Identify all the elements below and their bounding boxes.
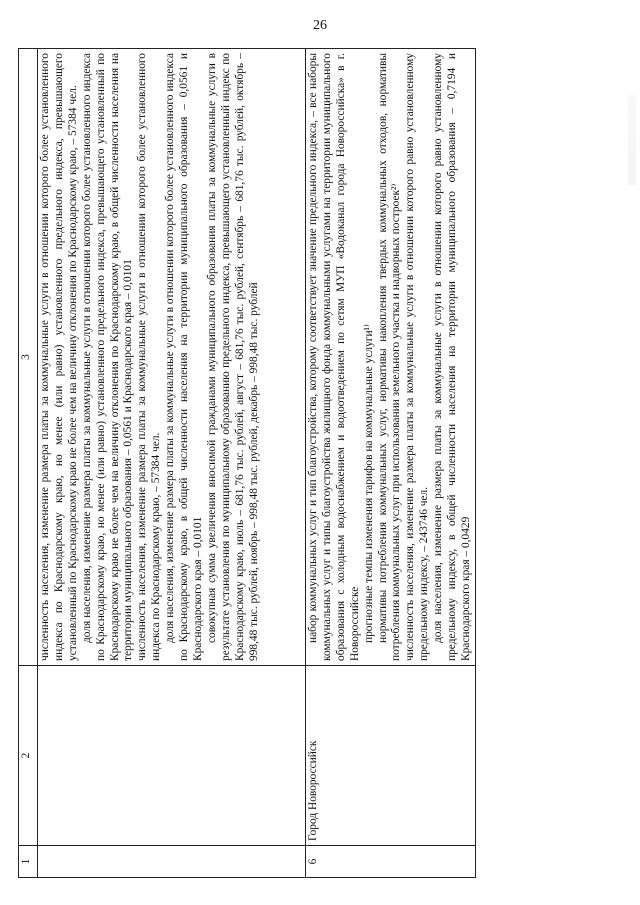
paragraph: численность населения, изменение размера платы за коммунальные услуги в отношении которого более установленного индекса по Краснодарскому краю, – 57384 чел. xyxy=(136,53,163,661)
municipality-cell: Город Новороссийск xyxy=(306,666,476,846)
table-header-row xyxy=(19,49,38,878)
paragraph: нормативы потребления коммунальных услуг, нормативы накопления твердых коммунальных отходов, нормативы потребления коммунальных услуг при использовании земельного участка и надворных построек²⁾ xyxy=(376,53,403,661)
row-number-cell: 6 xyxy=(306,846,476,878)
municipality-cell xyxy=(38,666,306,846)
paragraph: доля населения, изменение размера платы за коммунальные услуги в отношении которого более установленного индекса по Краснодарскому краю, в общей численности населения на территории муниципального образования – 0,0561 и Краснодарского края – 0,0101 xyxy=(164,53,204,661)
paragraph: численность населения, изменение размера платы за коммунальные услуги в отношении которого равно установленному предельному индексу, – 243746 чел. xyxy=(404,53,431,661)
table-row xyxy=(306,49,476,878)
column-header-3: 3 xyxy=(19,49,38,666)
table-row xyxy=(38,49,306,878)
page-number: 26 xyxy=(313,18,327,33)
paragraph: набор коммунальных услуг и тип благоустройства, которому соответствует значение предельного индекса, – все наборы коммунальных услуг и типы благоустройства жилищного фонда коммунальными услугами на территории муниципального образования с холодным водоснабжением и водоотведением по сетям МУП «Водоканал города Новороссийска» в г. Новороссийске xyxy=(307,53,361,661)
scan-margin-mark xyxy=(628,95,636,185)
row-number-cell xyxy=(38,846,306,878)
rotated-table-container xyxy=(18,48,606,878)
paragraph: численность населения, изменение размера платы за коммунальные услуги в отношении которого более установленного индекса по Краснодарскому краю, но менее (или равно) установленного предельного индекса, превышающего установленный по Краснодарскому краю не более чем на величину отклонения по Краснодарскому краю, – 57384 чел. xyxy=(39,53,79,661)
paragraph: доля населения, изменение размера платы за коммунальные услуги в отношении которого более установленного индекса по Краснодарскому краю, но менее (или равно) установленного предельного индекса, превышающего установленный по Краснодарскому краю не более чем на величину отклонения по Краснодарскому краю, в общей численности населения на территории муниципального образования – 0,0561 и Краснодарского края – 0,0101 xyxy=(80,53,135,661)
paragraph: доля населения, изменение размера платы за коммунальные услуги в отношении которого равно установленному предельному индексу, в общей численности населения на территории муниципального образования – 0,7194 и Краснодарского края – 0,0429 xyxy=(432,53,472,661)
description-cell xyxy=(38,49,306,666)
column-header-1: 1 xyxy=(19,846,38,878)
paragraph: прогнозные темпы изменения тарифов на коммунальные услуги¹⁾ xyxy=(362,324,375,643)
description-cell xyxy=(306,49,476,666)
paragraph: совокупная сумма увеличения вносимой гражданами муниципального образования платы за коммунальные услуги в результате установления по муниципальному образованию предельного индекса, превышающего установленный индекс по Краснодарскому краю, июль – 681,76 тыс. рублей, август – 681,76 тыс. рублей, сентябрь – 681,76 тыс. рублей, октябрь – 998,48 тыс. рублей, ноябрь – 998,48 тыс. рублей, декабрь – 998,48 тыс. рублей xyxy=(205,53,260,661)
document-table xyxy=(18,48,476,878)
column-header-2: 2 xyxy=(19,666,38,846)
